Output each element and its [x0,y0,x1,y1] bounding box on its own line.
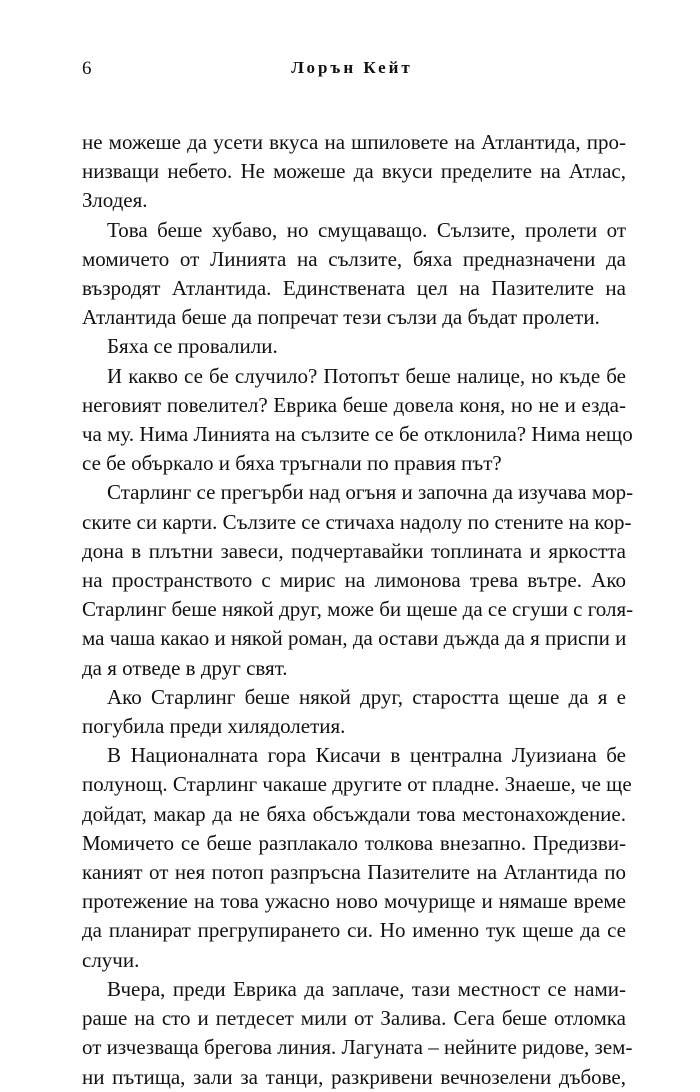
text-line: В Националната гора Кисачи в централна Луизиана бе [107,743,626,768]
text-line: да планират прегрупирането си. Но именно тук щеше да се [82,918,626,943]
text-line: момичето от Линията на сълзите, бяха предназначени да [82,246,626,271]
text-line: на пространството с мирис на лимонова трева вътре. Ако [82,568,626,593]
page-number: 6 [82,58,92,79]
text-line: Старлинг беше някой друг, може би щеше да се сгуши с голя- [82,597,634,622]
text-line: погубила преди хилядолетия. [82,714,346,739]
text-line: да я отведе в друг свят. [82,655,288,680]
running-title: Лорън Кейт [291,58,413,77]
text-line: ча му. Нима Линията на сълзите се бе отклонила? Нима нещо [82,422,633,447]
text-line: не можеше да усети вкуса на шпиловете на Атлантида, про- [82,130,626,154]
text-line: И какво се бе случило? Потопът беше налице, но къде бе [107,363,626,388]
text-line: възродят Атлантида. Единствената цел на Пазителите на [82,276,626,301]
text-line: дона в плътни завеси, подчертавайки топлината и яркостта [82,538,626,563]
text-line: дойдат, макар да не бяха обсъждали това местонахождение. [82,801,626,826]
text-line: от изчезваща брегова линия. Лагуната – нейните ридове, зем- [82,1035,633,1060]
text-line: полунощ. Старлинг чакаше другите от пладне. Знаеше, че ще [82,772,632,797]
text-line: Момичето се беше разплакало толкова внезапно. Предизви- [82,830,626,855]
text-line: Бяха се провалили. [107,334,278,359]
text-line: Вчера, преди Еврика да заплаче, тази местност се нами- [107,976,626,1001]
text-line: низващи небето. Не можеше да вкуси пределите на Атлас, [82,159,626,184]
text-line: ни пътища, зали за танци, разкривени вечнозелени дъбове, [82,1064,626,1089]
text-line: се бе объркало и бяха тръгнали по правия път? [82,451,502,476]
text-line: протежение на това ужасно ново мочурище и нямаше време [82,889,626,914]
text-line: Атлантида беше да попречат тези сълзи да бъдат пролети. [82,305,600,330]
text-line: раше на сто и петдесет мили от Залива. Сега беше отломка [82,1006,626,1031]
text-line: каният от нея потоп разпръсна Пазителите на Атлантида по [82,860,626,885]
text-line: ските си карти. Сълзите се стичаха надолу по стените на кор- [82,509,632,534]
text-line: Това беше хубаво, но смущаващо. Сълзите, пролети от [107,217,626,242]
text-line: случи. [82,947,140,972]
text-line: неговият повелител? Еврика беше довела коня, но не и ездa- [82,392,626,417]
page-header [82,58,622,88]
text-line: ма чаша какао и някой роман, да остави дъжда да я приспи и [82,626,627,651]
body-text [82,128,634,1092]
text-line: Ако Старлинг беше някой друг, старостта щеше да я е [107,684,626,709]
text-line: Старлинг се прегърби над огъня и започна да изучава мор- [107,480,634,505]
text-line: Злодея. [82,188,148,213]
